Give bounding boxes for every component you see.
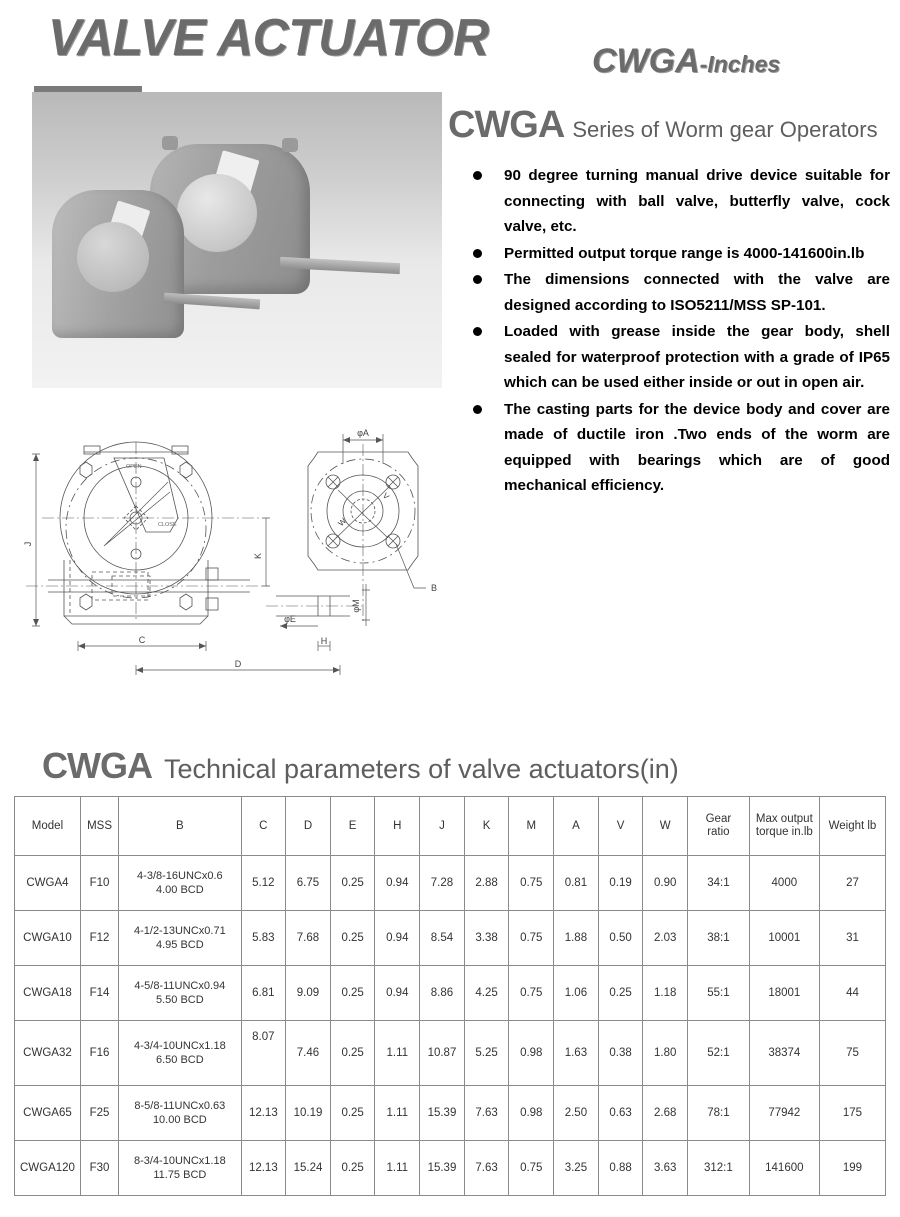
cell-h: 0.94 — [375, 966, 420, 1021]
cell-gear-ratio: 312:1 — [688, 1141, 750, 1196]
cell-d: 10.19 — [286, 1086, 331, 1141]
cell-d: 9.09 — [286, 966, 331, 1021]
list-item — [470, 163, 890, 240]
table-row — [15, 856, 886, 911]
cell-a: 2.50 — [554, 1086, 599, 1141]
front-view — [26, 442, 268, 624]
cell-j: 7.28 — [420, 856, 465, 911]
cell-model: CWGA4 — [15, 856, 81, 911]
cell-m: 0.75 — [509, 911, 554, 966]
model-subtitle — [592, 42, 780, 81]
list-item — [470, 397, 890, 499]
dimension-drawing-svg — [18, 420, 488, 700]
cell-h: 1.11 — [375, 1021, 420, 1086]
cell-model: CWGA32 — [15, 1021, 81, 1086]
cell-w: 1.18 — [643, 966, 688, 1021]
cover-bolt — [162, 136, 178, 150]
indicator-dial — [77, 222, 149, 292]
label-b: B — [430, 583, 438, 593]
bullet-icon — [473, 405, 482, 414]
cell-weight: 75 — [819, 1021, 885, 1086]
cell-max-torque: 18001 — [749, 966, 819, 1021]
cell-h: 1.11 — [375, 1086, 420, 1141]
b-line2: 6.50 BCD — [156, 1054, 204, 1066]
table-row — [15, 911, 886, 966]
cell-max-torque: 4000 — [749, 856, 819, 911]
feature-list — [470, 163, 890, 500]
cell-a: 1.88 — [554, 911, 599, 966]
cell-j: 10.87 — [420, 1021, 465, 1086]
table-row — [15, 966, 886, 1021]
cell-max-torque: 77942 — [749, 1086, 819, 1141]
column-header-c: C — [241, 797, 286, 856]
b-line2: 4.00 BCD — [156, 884, 204, 896]
page-header — [0, 0, 900, 92]
cell-model: CWGA10 — [15, 911, 81, 966]
unit-suffix: -Inches — [699, 51, 781, 77]
b-line2: 11.75 BCD — [153, 1169, 207, 1181]
label-c: C — [138, 635, 146, 645]
cell-mss: F10 — [80, 856, 118, 911]
feature-text: Permitted output torque range is 4000-141600in.lb — [504, 244, 865, 262]
cell-k: 2.88 — [464, 856, 509, 911]
b-line1: 4-3/8-16UNCx0.6 — [137, 870, 223, 882]
list-item — [470, 267, 890, 318]
cell-weight: 27 — [819, 856, 885, 911]
dimension-lines-left — [32, 454, 340, 675]
dimension-labels — [23, 428, 437, 669]
bullet-icon — [473, 249, 482, 258]
cell-h: 0.94 — [375, 856, 420, 911]
bullet-icon — [473, 327, 482, 336]
column-header-d: D — [286, 797, 331, 856]
table-row — [15, 1141, 886, 1196]
cell-e: 0.25 — [330, 1141, 375, 1196]
cell-v: 0.38 — [598, 1021, 643, 1086]
product-photo — [32, 92, 442, 388]
cell-k: 3.38 — [464, 911, 509, 966]
cell-max-torque: 141600 — [749, 1141, 819, 1196]
cell-a: 3.25 — [554, 1141, 599, 1196]
column-header-gear-ratio — [688, 797, 750, 856]
label-phi-m: φM — [351, 599, 361, 613]
cell-d: 6.75 — [286, 856, 331, 911]
cell-c: 8.07 — [241, 1021, 286, 1086]
b-line1: 8-3/4-10UNCx1.18 — [133, 1155, 226, 1167]
table-section-heading — [42, 745, 679, 787]
cell-w: 1.80 — [643, 1021, 688, 1086]
column-header-w: W — [643, 797, 688, 856]
table-row — [15, 1086, 886, 1141]
cell-mss: F14 — [80, 966, 118, 1021]
cell-d: 7.46 — [286, 1021, 331, 1086]
cell-k: 7.63 — [464, 1086, 509, 1141]
column-header-model: Model — [15, 797, 81, 856]
cell-m: 0.75 — [509, 1141, 554, 1196]
cell-j: 8.86 — [420, 966, 465, 1021]
label-k: K — [253, 552, 263, 560]
cell-w: 3.63 — [643, 1141, 688, 1196]
cell-model: CWGA120 — [15, 1141, 81, 1196]
cell-c: 5.12 — [241, 856, 286, 911]
series-subtitle: Series of Worm gear Operators — [572, 117, 878, 142]
bullet-icon — [473, 275, 482, 284]
cell-j: 8.54 — [420, 911, 465, 966]
cell-c: 5.83 — [241, 911, 286, 966]
label-v: V — [380, 491, 391, 502]
cell-b — [119, 1021, 241, 1086]
cell-h: 0.94 — [375, 911, 420, 966]
cell-mss: F30 — [80, 1141, 118, 1196]
cell-c: 12.13 — [241, 1141, 286, 1196]
column-header-max-torque — [749, 797, 819, 856]
label-d: D — [234, 659, 242, 669]
cell-e: 0.25 — [330, 1086, 375, 1141]
gear-ratio-line1: Gear — [705, 813, 732, 825]
column-header-e: E — [330, 797, 375, 856]
cell-a: 1.63 — [554, 1021, 599, 1086]
cell-v: 0.19 — [598, 856, 643, 911]
cell-a: 0.81 — [554, 856, 599, 911]
cell-k: 4.25 — [464, 966, 509, 1021]
column-header-m: M — [509, 797, 554, 856]
column-header-a: A — [554, 797, 599, 856]
column-header-j: J — [420, 797, 465, 856]
list-item — [470, 241, 890, 267]
technical-drawings — [18, 420, 488, 700]
cell-v: 0.63 — [598, 1086, 643, 1141]
list-item — [470, 319, 890, 396]
cell-a: 1.06 — [554, 966, 599, 1021]
label-w: W — [336, 516, 349, 529]
cell-j: 15.39 — [420, 1141, 465, 1196]
cell-w: 0.90 — [643, 856, 688, 911]
label-open: OPEN — [126, 464, 142, 470]
label-close: CLOSE — [158, 522, 177, 528]
specifications-table — [14, 796, 886, 1196]
series-heading — [448, 104, 878, 147]
column-header-k: K — [464, 797, 509, 856]
cell-m: 0.98 — [509, 1021, 554, 1086]
table-brand: CWGA — [42, 745, 152, 786]
cell-c: 6.81 — [241, 966, 286, 1021]
cell-b — [119, 1086, 241, 1141]
cell-gear-ratio: 55:1 — [688, 966, 750, 1021]
column-header-mss: MSS — [80, 797, 118, 856]
b-line2: 4.95 BCD — [156, 939, 204, 951]
table-header-row — [15, 797, 886, 856]
cell-b — [119, 911, 241, 966]
cell-b — [119, 856, 241, 911]
cell-max-torque: 10001 — [749, 911, 819, 966]
cell-gear-ratio: 78:1 — [688, 1086, 750, 1141]
cell-b — [119, 1141, 241, 1196]
max-torque-line2: torque in.lb — [755, 826, 813, 838]
cell-gear-ratio: 38:1 — [688, 911, 750, 966]
label-h: H — [320, 636, 328, 646]
cell-weight: 44 — [819, 966, 885, 1021]
cell-e: 0.25 — [330, 966, 375, 1021]
cell-model: CWGA65 — [15, 1086, 81, 1141]
cell-k: 7.63 — [464, 1141, 509, 1196]
cell-mss: F16 — [80, 1021, 118, 1086]
column-header-v: V — [598, 797, 643, 856]
label-phi-a: φA — [357, 428, 369, 438]
cell-w: 2.03 — [643, 911, 688, 966]
cell-gear-ratio: 52:1 — [688, 1021, 750, 1086]
b-line1: 8-5/8-11UNCx0.63 — [134, 1100, 226, 1112]
cell-e: 0.25 — [330, 1021, 375, 1086]
table-title: Technical parameters of valve actuators(in) — [163, 754, 679, 784]
cell-d: 15.24 — [286, 1141, 331, 1196]
cell-mss: F12 — [80, 911, 118, 966]
cell-b — [119, 966, 241, 1021]
cell-weight: 199 — [819, 1141, 885, 1196]
gear-ratio-line2: ratio — [707, 826, 730, 838]
label-phi-e: φE — [284, 614, 296, 624]
cell-k: 5.25 — [464, 1021, 509, 1086]
cell-e: 0.25 — [330, 911, 375, 966]
cell-d: 7.68 — [286, 911, 331, 966]
feature-text: The dimensions connected with the valve are designed according to ISO5211/MSS SP-101. — [504, 271, 890, 314]
cell-v: 0.88 — [598, 1141, 643, 1196]
b-line1: 4-3/4-10UNCx1.18 — [133, 1040, 226, 1052]
cell-weight: 31 — [819, 911, 885, 966]
cell-m: 0.75 — [509, 966, 554, 1021]
b-line2: 10.00 BCD — [152, 1114, 207, 1126]
page-title: VALVE ACTUATOR — [48, 9, 489, 67]
cell-v: 0.50 — [598, 911, 643, 966]
column-header-b: B — [119, 797, 241, 856]
label-j: J — [23, 541, 33, 547]
column-header-h: H — [375, 797, 420, 856]
feature-text: Loaded with grease inside the gear body, shell sealed for waterproof protection with a grade of IP65 which can be used either inside or out in open air. — [504, 323, 890, 391]
cell-max-torque: 38374 — [749, 1021, 819, 1086]
feature-text: 90 degree turning manual drive device suitable for connecting with ball valve, butterfly valve, cock valve, etc. — [504, 167, 890, 235]
cell-model: CWGA18 — [15, 966, 81, 1021]
flange-view — [266, 444, 426, 622]
cell-m: 0.98 — [509, 1086, 554, 1141]
cell-gear-ratio: 34:1 — [688, 856, 750, 911]
cell-v: 0.25 — [598, 966, 643, 1021]
b-line1: 4-1/2-13UNCx0.71 — [133, 925, 226, 937]
bullet-icon — [473, 171, 482, 180]
cell-mss: F25 — [80, 1086, 118, 1141]
cell-c: 12.13 — [241, 1086, 286, 1141]
cell-m: 0.75 — [509, 856, 554, 911]
series-brand: CWGA — [448, 104, 565, 146]
cell-e: 0.25 — [330, 856, 375, 911]
model-code: CWGA — [592, 42, 700, 80]
cell-weight: 175 — [819, 1086, 885, 1141]
column-header-weight: Weight lb — [819, 797, 885, 856]
cell-h: 1.11 — [375, 1141, 420, 1196]
b-line1: 4-5/8-11UNCx0.94 — [134, 980, 226, 992]
cell-w: 2.68 — [643, 1086, 688, 1141]
cover-bolt — [282, 138, 298, 152]
b-line2: 5.50 BCD — [156, 994, 204, 1006]
max-torque-line1: Max output — [755, 813, 813, 825]
cell-j: 15.39 — [420, 1086, 465, 1141]
indicator-dial — [177, 174, 257, 252]
table-row — [15, 1021, 886, 1086]
feature-text: The casting parts for the device body and cover are made of ductile iron .Two ends of the worm are equipped with bearings which are of good mechanical efficiency. — [504, 400, 890, 494]
